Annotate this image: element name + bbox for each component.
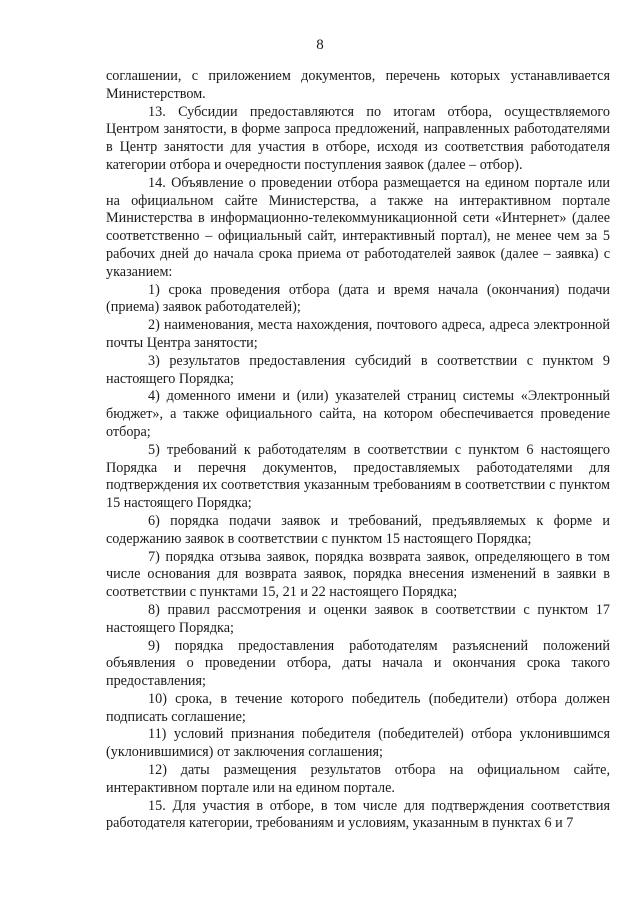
list-item-8: 8) правил рассмотрения и оценки заявок в соответствии с пунктом 17 настоящего Порядка; bbox=[106, 601, 610, 636]
list-item-11: 11) условий признания победителя (победителей) отбора уклонившимся (уклонившимися) от заключения соглашения; bbox=[106, 726, 610, 761]
paragraph-14: 14. Объявление о проведении отбора размещается на едином портале или на официальном сайте Министерства, а также на интерактивном портале Министерства в информационно-телекоммуникационной сети «Интернет» (далее соответственно – официальный сайт, интерактивный портал), не менее чем за 5 рабочих дней до начала срока приема от работодателей заявок (далее – заявка) с указанием: bbox=[106, 174, 610, 280]
list-item-4: 4) доменного имени и (или) указателей страниц системы «Электронный бюджет», а также официального сайта, на котором обеспечивается проведение отбора; bbox=[106, 388, 610, 440]
paragraph-continuation: соглашении, с приложением документов, перечень которых устанавливается Министерством. bbox=[106, 68, 610, 102]
document-body bbox=[106, 68, 610, 833]
list-item-2: 2) наименования, места нахождения, почтового адреса, адреса электронной почты Центра занятости; bbox=[106, 317, 610, 351]
list-item-10: 10) срока, в течение которого победитель (победители) отбора должен подписать соглашение; bbox=[106, 690, 610, 725]
list-item-12: 12) даты размещения результатов отбора на официальном сайте, интерактивном портале или на едином портале. bbox=[106, 762, 610, 796]
paragraph-15: 15. Для участия в отборе, в том числе для подтверждения соответствия работодателя категории, требованиям и условиям, указанным в пунктах 6 и 7 bbox=[106, 797, 610, 832]
list-item-6: 6) порядка подачи заявок и требований, предъявляемых к форме и содержанию заявок в соответствии с пунктом 15 настоящего Порядка; bbox=[106, 512, 610, 547]
list-item-7: 7) порядка отзыва заявок, порядка возврата заявок, определяющего в том числе основания для возврата заявок, порядка внесения изменений в заявки в соответствии с пунктами 15, 21 и 22 настоящего Порядка; bbox=[106, 548, 610, 601]
paragraph-13: 13. Субсидии предоставляются по итогам отбора, осуществляемого Центром занятости, в форме запроса предложений, направленных работодателями в Центр занятости для участия в отборе, исходя из соответствия работодателя категории отбора и очередности поступления заявок (далее – отбор). bbox=[106, 103, 610, 173]
page-number: 8 bbox=[316, 37, 324, 53]
list-item-3: 3) результатов предоставления субсидий в соответствии с пунктом 9 настоящего Порядка; bbox=[106, 352, 610, 387]
list-item-5: 5) требований к работодателям в соответствии с пунктом 6 настоящего Порядка и перечня документов, предоставляемых работодателями для подтверждения их соответствия указанным требованиям в соответствии с пунктом 15 настоящего Порядка; bbox=[106, 441, 610, 512]
list-item-1: 1) срока проведения отбора (дата и время начала (окончания) подачи (приема) заявок работодателей); bbox=[106, 281, 610, 316]
list-item-9: 9) порядка предоставления работодателям разъяснений положений объявления о проведении отбора, даты начала и окончания срока такого предоставления; bbox=[106, 637, 610, 690]
